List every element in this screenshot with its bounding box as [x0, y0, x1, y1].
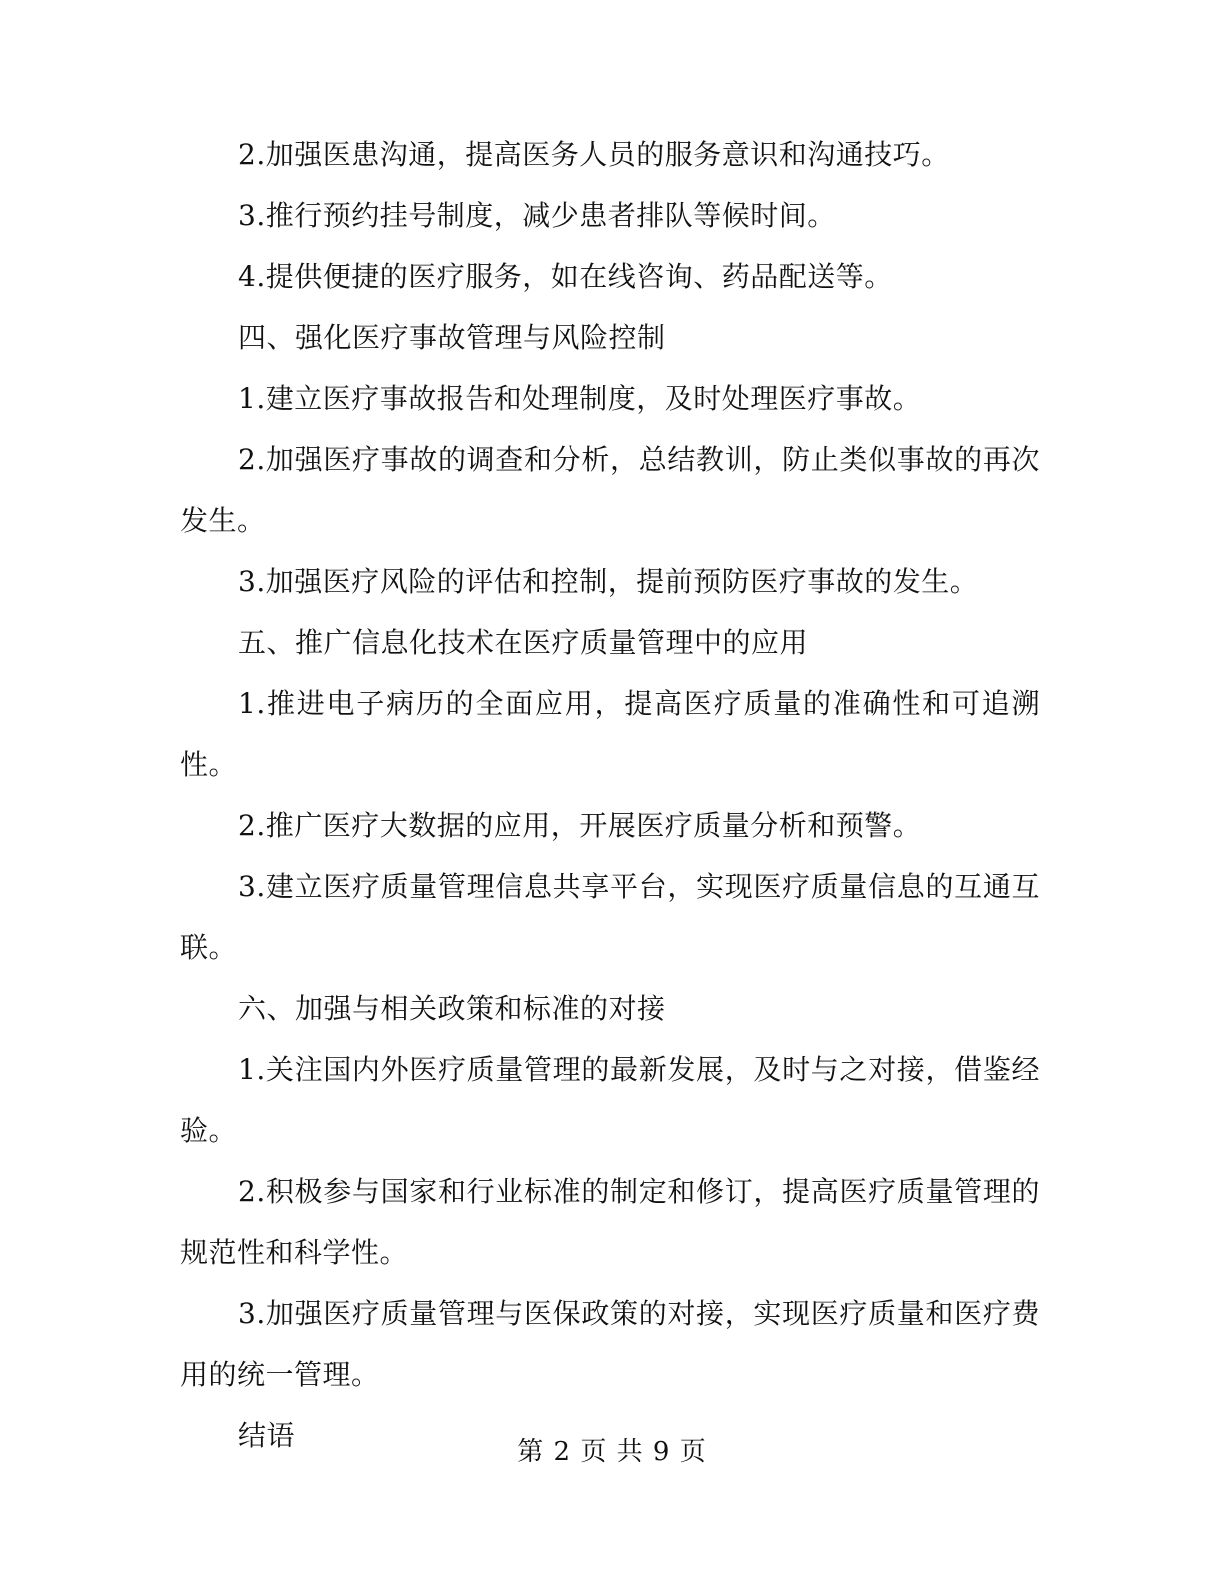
- paragraph: 2.推广医疗大数据的应用，开展医疗质量分析和预警。: [238, 809, 922, 842]
- paragraph: 3.建立医疗质量管理信息共享平台，实现医疗质量信息的互通互联。: [180, 870, 1040, 964]
- page-number-label: 第 2 页 共 9 页: [517, 1437, 707, 1467]
- document-body: [180, 124, 1040, 1466]
- paragraph: 2.积极参与国家和行业标准的制定和修订，提高医疗质量管理的规范性和科学性。: [180, 1175, 1040, 1269]
- section-heading: 六、加强与相关政策和标准的对接: [238, 992, 666, 1025]
- paragraph: 3.加强医疗质量管理与医保政策的对接，实现医疗质量和医疗费用的统一管理。: [180, 1297, 1040, 1391]
- paragraph: 3.推行预约挂号制度，减少患者排队等候时间。: [238, 199, 836, 232]
- section-heading: 四、强化医疗事故管理与风险控制: [238, 321, 666, 354]
- section-heading: 结语: [238, 1419, 296, 1452]
- section-heading: 五、推广信息化技术在医疗质量管理中的应用: [238, 626, 809, 659]
- paragraph: 1.关注国内外医疗质量管理的最新发展，及时与之对接，借鉴经验。: [180, 1053, 1040, 1147]
- paragraph: 2.加强医疗事故的调查和分析，总结教训，防止类似事故的再次发生。: [180, 443, 1040, 537]
- paragraph: 3.加强医疗风险的评估和控制，提前预防医疗事故的发生。: [238, 565, 979, 598]
- paragraph: 2.加强医患沟通，提高医务人员的服务意识和沟通技巧。: [238, 138, 950, 171]
- page-footer: [0, 1432, 1224, 1472]
- paragraph: 1.推进电子病历的全面应用，提高医疗质量的准确性和可追溯性。: [180, 687, 1040, 781]
- paragraph: 1.建立医疗事故报告和处理制度，及时处理医疗事故。: [238, 382, 922, 415]
- paragraph: 4.提供便捷的医疗服务，如在线咨询、药品配送等。: [238, 260, 893, 293]
